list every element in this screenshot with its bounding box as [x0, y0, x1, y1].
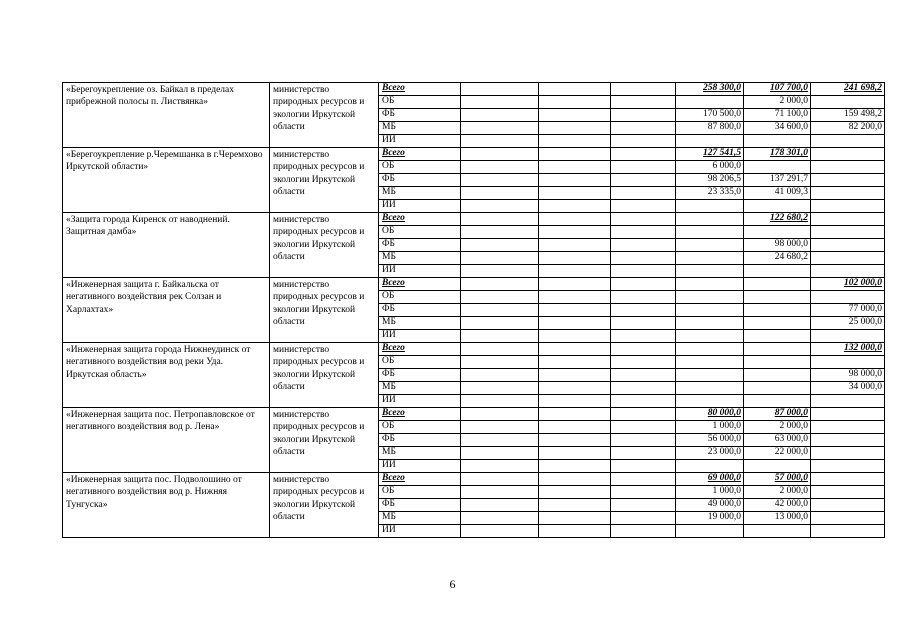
amount-col-6: 132 000,0: [811, 343, 885, 356]
amount-col-3: [611, 317, 676, 330]
funding-source: ИИ: [379, 525, 461, 538]
amount-col-3: [611, 343, 676, 356]
amount-col-4: 258 300,0: [676, 83, 744, 96]
amount-col-1: [461, 226, 539, 239]
amount-col-6: [811, 135, 885, 148]
amount-col-6: 159 498,2: [811, 109, 885, 122]
amount-col-4: 80 000,0: [676, 408, 744, 421]
amount-col-2: [539, 460, 611, 473]
amount-col-4: 6 000,0: [676, 161, 744, 174]
amount-col-6: [811, 96, 885, 109]
amount-col-3: [611, 187, 676, 200]
project-name: «Инженерная защита пос. Подволошино от негативного воздействия вод р. Нижняя Тунгуска»: [63, 473, 270, 538]
amount-col-1: [461, 135, 539, 148]
amount-col-5: 98 000,0: [744, 239, 811, 252]
amount-col-6: [811, 408, 885, 421]
amount-col-2: [539, 473, 611, 486]
amount-col-3: [611, 473, 676, 486]
amount-col-5: 2 000,0: [744, 421, 811, 434]
amount-col-5: [744, 369, 811, 382]
amount-col-1: [461, 330, 539, 343]
amount-col-5: [744, 265, 811, 278]
amount-col-4: [676, 356, 744, 369]
amount-col-6: [811, 447, 885, 460]
amount-col-3: [611, 408, 676, 421]
amount-col-4: 1 000,0: [676, 421, 744, 434]
project-name: «Инженерная защита города Нижнеудинск от негативного воздействия вод реки Уда. Иркутская область»: [63, 343, 270, 408]
funding-source: МБ: [379, 447, 461, 460]
project-executor: министерство природных ресурсов и экологии Иркутской области: [270, 213, 379, 278]
amount-col-1: [461, 278, 539, 291]
amount-col-3: [611, 304, 676, 317]
project-executor: министерство природных ресурсов и экологии Иркутской области: [270, 408, 379, 473]
amount-col-1: [461, 96, 539, 109]
amount-col-2: [539, 304, 611, 317]
amount-col-2: [539, 96, 611, 109]
amount-col-2: [539, 226, 611, 239]
amount-col-2: [539, 213, 611, 226]
amount-col-1: [461, 408, 539, 421]
amount-col-6: [811, 330, 885, 343]
project-executor: министерство природных ресурсов и экологии Иркутской области: [270, 473, 379, 538]
amount-col-2: [539, 486, 611, 499]
funding-source: Всего: [379, 473, 461, 486]
table-row: [63, 278, 885, 291]
amount-col-3: [611, 122, 676, 135]
amount-col-4: [676, 460, 744, 473]
amount-col-2: [539, 278, 611, 291]
amount-col-4: 69 000,0: [676, 473, 744, 486]
amount-col-6: [811, 525, 885, 538]
amount-col-1: [461, 317, 539, 330]
amount-col-5: 71 100,0: [744, 109, 811, 122]
funding-source: МБ: [379, 317, 461, 330]
amount-col-6: 34 000,0: [811, 382, 885, 395]
amount-col-4: [676, 369, 744, 382]
amount-col-4: [676, 278, 744, 291]
amount-col-6: 241 698,2: [811, 83, 885, 96]
amount-col-4: 170 500,0: [676, 109, 744, 122]
amount-col-1: [461, 447, 539, 460]
amount-col-5: 41 009,3: [744, 187, 811, 200]
amount-col-1: [461, 356, 539, 369]
amount-col-1: [461, 473, 539, 486]
amount-col-3: [611, 161, 676, 174]
funding-source: Всего: [379, 343, 461, 356]
amount-col-2: [539, 499, 611, 512]
amount-col-1: [461, 174, 539, 187]
amount-col-5: 122 680,2: [744, 213, 811, 226]
table-row: [63, 148, 885, 161]
amount-col-5: [744, 200, 811, 213]
amount-col-3: [611, 525, 676, 538]
amount-col-6: 77 000,0: [811, 304, 885, 317]
funding-source: ФБ: [379, 239, 461, 252]
amount-col-2: [539, 122, 611, 135]
funding-source: ОБ: [379, 486, 461, 499]
amount-col-1: [461, 395, 539, 408]
amount-col-1: [461, 421, 539, 434]
funding-source: Всего: [379, 278, 461, 291]
amount-col-2: [539, 135, 611, 148]
amount-col-2: [539, 265, 611, 278]
amount-col-4: [676, 304, 744, 317]
table-row: [63, 473, 885, 486]
amount-col-1: [461, 148, 539, 161]
project-executor: министерство природных ресурсов и экологии Иркутской области: [270, 148, 379, 213]
amount-col-5: 137 291,7: [744, 174, 811, 187]
table-row: [63, 343, 885, 356]
amount-col-6: [811, 434, 885, 447]
funding-source: Всего: [379, 148, 461, 161]
amount-col-3: [611, 330, 676, 343]
amount-col-2: [539, 187, 611, 200]
amount-col-1: [461, 265, 539, 278]
project-executor: министерство природных ресурсов и экологии Иркутской области: [270, 343, 379, 408]
amount-col-5: 178 301,0: [744, 148, 811, 161]
amount-col-5: 107 700,0: [744, 83, 811, 96]
project-name: «Защита города Киренск от наводнений. Защитная дамба»: [63, 213, 270, 278]
amount-col-6: [811, 499, 885, 512]
amount-col-1: [461, 83, 539, 96]
amount-col-2: [539, 421, 611, 434]
funding-source: МБ: [379, 122, 461, 135]
amount-col-3: [611, 200, 676, 213]
funding-source: ФБ: [379, 434, 461, 447]
amount-col-6: [811, 265, 885, 278]
amount-col-4: [676, 252, 744, 265]
amount-col-3: [611, 512, 676, 525]
amount-col-4: 23 335,0: [676, 187, 744, 200]
amount-col-5: [744, 525, 811, 538]
amount-col-4: [676, 343, 744, 356]
amount-col-5: 2 000,0: [744, 96, 811, 109]
amount-col-6: [811, 200, 885, 213]
amount-col-6: [811, 174, 885, 187]
funding-source: МБ: [379, 187, 461, 200]
amount-col-3: [611, 265, 676, 278]
table-row: [63, 213, 885, 226]
amount-col-4: [676, 213, 744, 226]
amount-col-2: [539, 512, 611, 525]
amount-col-5: [744, 356, 811, 369]
funding-source: ФБ: [379, 109, 461, 122]
amount-col-2: [539, 148, 611, 161]
amount-col-2: [539, 434, 611, 447]
amount-col-2: [539, 109, 611, 122]
amount-col-5: [744, 304, 811, 317]
amount-col-4: [676, 317, 744, 330]
amount-col-4: [676, 291, 744, 304]
amount-col-2: [539, 317, 611, 330]
project-executor: министерство природных ресурсов и экологии Иркутской области: [270, 83, 379, 148]
amount-col-6: [811, 291, 885, 304]
amount-col-3: [611, 239, 676, 252]
amount-col-3: [611, 96, 676, 109]
funding-source: ИИ: [379, 265, 461, 278]
amount-col-6: [811, 395, 885, 408]
amount-col-4: [676, 226, 744, 239]
amount-col-4: 127 541,5: [676, 148, 744, 161]
table-row: [63, 408, 885, 421]
amount-col-5: 2 000,0: [744, 486, 811, 499]
amount-col-1: [461, 213, 539, 226]
funding-source: ФБ: [379, 174, 461, 187]
amount-col-1: [461, 109, 539, 122]
amount-col-5: [744, 226, 811, 239]
amount-col-5: [744, 317, 811, 330]
amount-col-6: 102 000,0: [811, 278, 885, 291]
funding-source: ИИ: [379, 330, 461, 343]
amount-col-5: 87 000,0: [744, 408, 811, 421]
amount-col-2: [539, 343, 611, 356]
amount-col-4: [676, 135, 744, 148]
amount-col-5: [744, 330, 811, 343]
amount-col-2: [539, 395, 611, 408]
amount-col-6: [811, 421, 885, 434]
amount-col-4: [676, 239, 744, 252]
amount-col-2: [539, 239, 611, 252]
amount-col-5: [744, 343, 811, 356]
amount-col-5: 63 000,0: [744, 434, 811, 447]
amount-col-5: [744, 382, 811, 395]
amount-col-5: 34 600,0: [744, 122, 811, 135]
amount-col-2: [539, 161, 611, 174]
amount-col-3: [611, 148, 676, 161]
amount-col-3: [611, 447, 676, 460]
amount-col-4: [676, 96, 744, 109]
funding-source: МБ: [379, 252, 461, 265]
amount-col-4: 49 000,0: [676, 499, 744, 512]
amount-col-1: [461, 291, 539, 304]
amount-col-1: [461, 525, 539, 538]
amount-col-6: [811, 226, 885, 239]
amount-col-1: [461, 512, 539, 525]
amount-col-1: [461, 304, 539, 317]
project-name: «Берегоукрепление оз. Байкал в пределах прибрежной полосы п. Листвянка»: [63, 83, 270, 148]
amount-col-1: [461, 343, 539, 356]
amount-col-5: [744, 291, 811, 304]
amount-col-2: [539, 447, 611, 460]
amount-col-3: [611, 291, 676, 304]
funding-source: Всего: [379, 83, 461, 96]
amount-col-3: [611, 499, 676, 512]
amount-col-3: [611, 252, 676, 265]
funding-source: ОБ: [379, 356, 461, 369]
amount-col-4: [676, 395, 744, 408]
amount-col-6: [811, 473, 885, 486]
funding-source: ИИ: [379, 200, 461, 213]
amount-col-4: 87 800,0: [676, 122, 744, 135]
amount-col-6: 25 000,0: [811, 317, 885, 330]
amount-col-1: [461, 382, 539, 395]
funding-source: ФБ: [379, 499, 461, 512]
amount-col-2: [539, 382, 611, 395]
amount-col-5: 42 000,0: [744, 499, 811, 512]
amount-col-3: [611, 382, 676, 395]
amount-col-3: [611, 213, 676, 226]
amount-col-3: [611, 174, 676, 187]
funding-source: ОБ: [379, 291, 461, 304]
amount-col-3: [611, 278, 676, 291]
amount-col-1: [461, 122, 539, 135]
amount-col-3: [611, 135, 676, 148]
amount-col-2: [539, 252, 611, 265]
amount-col-4: [676, 265, 744, 278]
funding-table: [62, 82, 885, 538]
amount-col-1: [461, 161, 539, 174]
amount-col-6: [811, 460, 885, 473]
amount-col-1: [461, 239, 539, 252]
amount-col-4: [676, 330, 744, 343]
project-name: «Инженерная защита пос. Петропавловское от негативного воздействия вод р. Лена»: [63, 408, 270, 473]
amount-col-3: [611, 486, 676, 499]
page-number: 6: [449, 577, 456, 591]
amount-col-4: 23 000,0: [676, 447, 744, 460]
amount-col-1: [461, 460, 539, 473]
amount-col-6: [811, 213, 885, 226]
amount-col-3: [611, 226, 676, 239]
amount-col-3: [611, 460, 676, 473]
amount-col-6: 98 000,0: [811, 369, 885, 382]
amount-col-3: [611, 109, 676, 122]
funding-source: ОБ: [379, 226, 461, 239]
amount-col-4: 1 000,0: [676, 486, 744, 499]
amount-col-3: [611, 434, 676, 447]
project-name: «Берегоукрепление р.Черемшанка в г.Черемхово Иркутской области»: [63, 148, 270, 213]
amount-col-5: [744, 135, 811, 148]
amount-col-1: [461, 486, 539, 499]
funding-source: ОБ: [379, 96, 461, 109]
amount-col-1: [461, 252, 539, 265]
funding-source: ИИ: [379, 460, 461, 473]
amount-col-1: [461, 187, 539, 200]
amount-col-4: [676, 525, 744, 538]
amount-col-5: 13 000,0: [744, 512, 811, 525]
amount-col-5: 22 000,0: [744, 447, 811, 460]
amount-col-4: 19 000,0: [676, 512, 744, 525]
amount-col-5: [744, 395, 811, 408]
amount-col-2: [539, 408, 611, 421]
amount-col-2: [539, 356, 611, 369]
amount-col-2: [539, 291, 611, 304]
amount-col-1: [461, 434, 539, 447]
project-executor: министерство природных ресурсов и экологии Иркутской области: [270, 278, 379, 343]
amount-col-6: [811, 239, 885, 252]
amount-col-4: [676, 382, 744, 395]
amount-col-1: [461, 499, 539, 512]
amount-col-3: [611, 356, 676, 369]
amount-col-6: [811, 187, 885, 200]
amount-col-1: [461, 200, 539, 213]
amount-col-6: [811, 512, 885, 525]
amount-col-2: [539, 200, 611, 213]
amount-col-6: [811, 148, 885, 161]
funding-source: Всего: [379, 213, 461, 226]
amount-col-6: [811, 161, 885, 174]
amount-col-2: [539, 369, 611, 382]
funding-source: ФБ: [379, 369, 461, 382]
funding-source: Всего: [379, 408, 461, 421]
amount-col-1: [461, 369, 539, 382]
amount-col-6: [811, 486, 885, 499]
amount-col-2: [539, 525, 611, 538]
amount-col-4: 56 000,0: [676, 434, 744, 447]
amount-col-3: [611, 395, 676, 408]
amount-col-3: [611, 83, 676, 96]
funding-source: ОБ: [379, 421, 461, 434]
amount-col-2: [539, 330, 611, 343]
funding-source: ФБ: [379, 304, 461, 317]
amount-col-3: [611, 421, 676, 434]
amount-col-5: [744, 161, 811, 174]
amount-col-6: 82 200,0: [811, 122, 885, 135]
table-row: [63, 83, 885, 96]
amount-col-5: [744, 460, 811, 473]
amount-col-5: 57 000,0: [744, 473, 811, 486]
amount-col-4: [676, 200, 744, 213]
amount-col-5: 24 680,2: [744, 252, 811, 265]
funding-source: МБ: [379, 512, 461, 525]
amount-col-2: [539, 83, 611, 96]
funding-source: ОБ: [379, 161, 461, 174]
amount-col-5: [744, 278, 811, 291]
amount-col-2: [539, 174, 611, 187]
project-name: «Инженерная защита г. Байкальска от негативного воздействия рек Солзан и Харлахтах»: [63, 278, 270, 343]
amount-col-3: [611, 369, 676, 382]
amount-col-6: [811, 356, 885, 369]
amount-col-4: 98 206,5: [676, 174, 744, 187]
funding-source: МБ: [379, 382, 461, 395]
funding-source: ИИ: [379, 135, 461, 148]
amount-col-6: [811, 252, 885, 265]
funding-source: ИИ: [379, 395, 461, 408]
